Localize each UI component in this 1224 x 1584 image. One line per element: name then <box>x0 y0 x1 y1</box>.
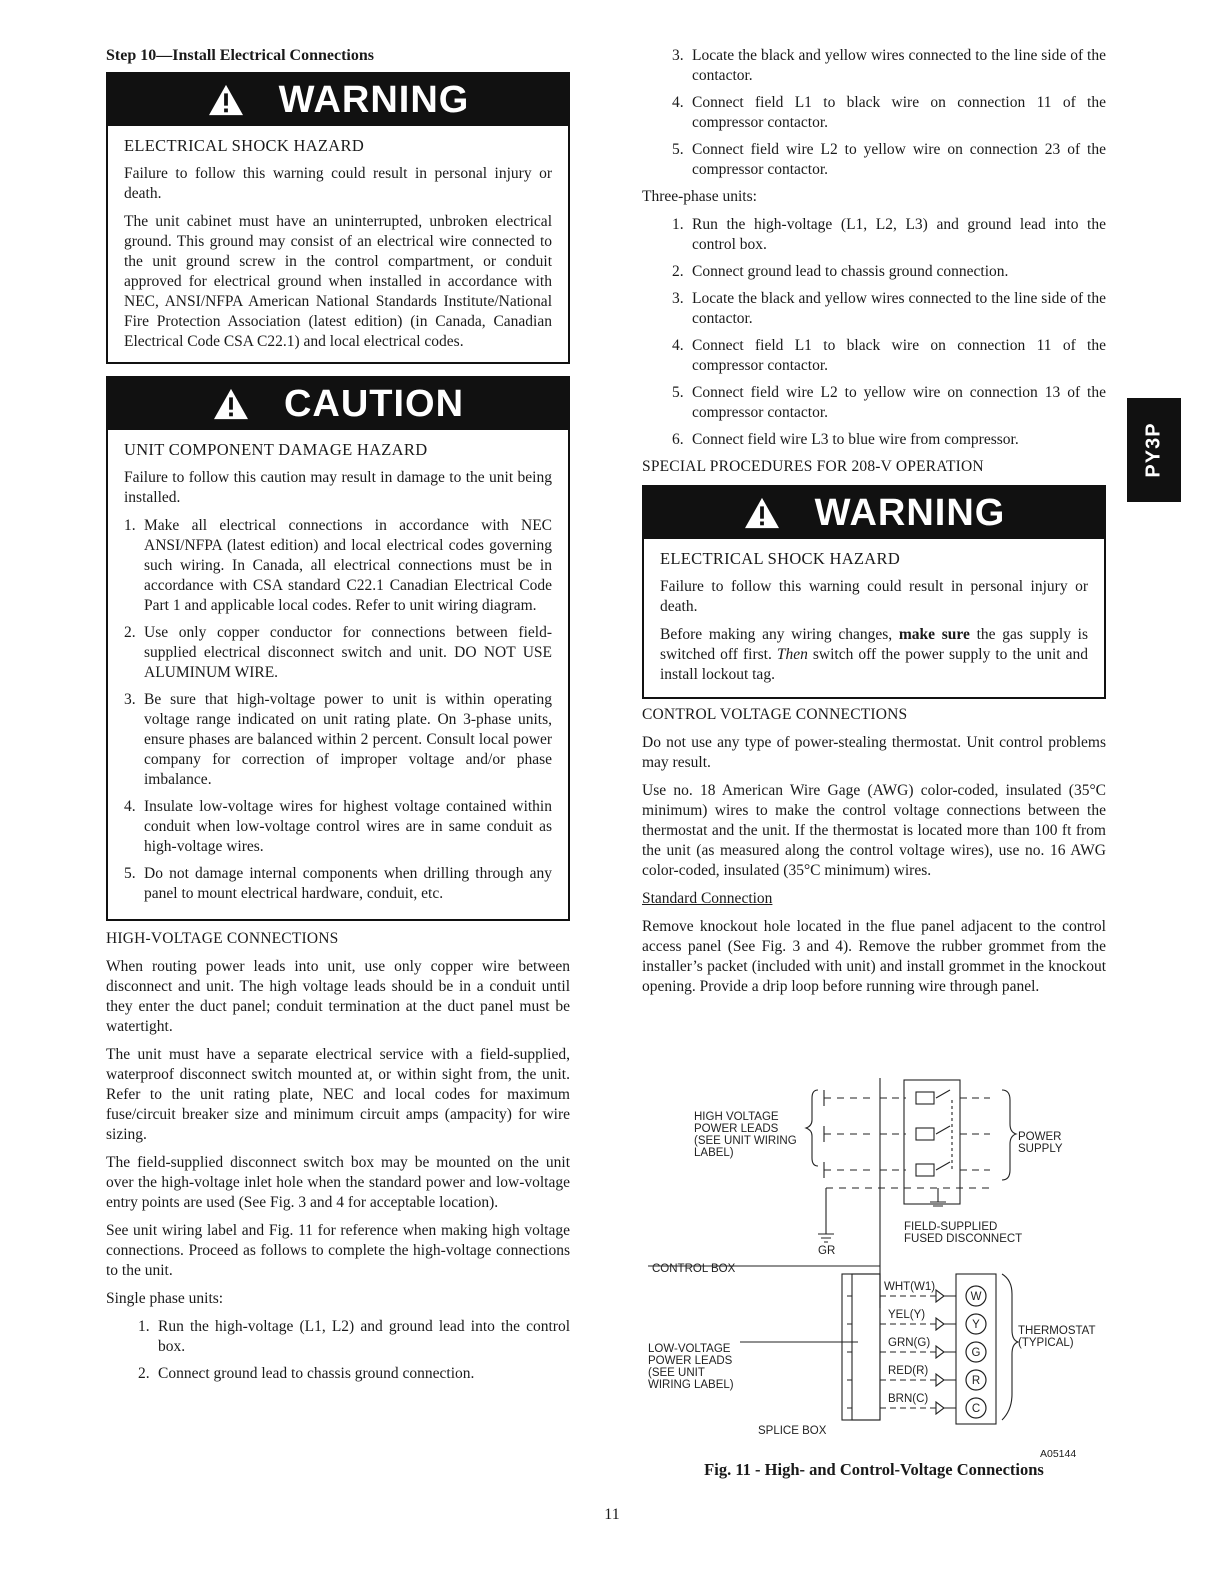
thermostat-label: THERMOSTAT <box>1018 1325 1096 1337</box>
figure-caption: Fig. 11 - High- and Control-Voltage Connections <box>704 1460 1044 1479</box>
list-item: 6. Connect field wire L3 to blue wire from compressor. <box>672 431 1019 448</box>
warning-triangle-icon <box>212 387 250 421</box>
disconnect-label: FIELD-SUPPLIED <box>904 1221 998 1233</box>
list-item: 2. Connect ground lead to chassis ground connection. <box>138 1365 475 1382</box>
list-item: 4. Insulate low-voltage wires for highest voltage contained within conduit when low-voltage control wires are in same conduit as high-voltage wires. <box>124 798 552 855</box>
figure-code: A05144 <box>1040 1448 1077 1460</box>
step-heading: Step 10—Install Electrical Connections <box>106 47 374 64</box>
paragraph: Remove knockout hole located in the flue panel adjacent to the control access panel (See Fig. 3 and 4). Remove the rubber grommet from the installer’s packet (included with unit) and install grommet in the knockout opening. Provide a drip loop before running wire through panel. <box>642 918 1106 995</box>
warning-label: WARNING <box>814 492 1006 534</box>
warning-text: Failure to follow this warning could result in personal injury or death. <box>660 578 1088 615</box>
hazard-title: ELECTRICAL SHOCK HAZARD <box>660 549 901 568</box>
warning-text: Before making any wiring changes, make sure the gas supply is switched off first. Then switch off the power supply to the unit and install lockout tag. <box>660 626 1089 683</box>
wiring-diagram <box>642 1078 1112 1460</box>
standard-connection-heading: Standard Connection <box>642 890 773 907</box>
list-item: 4. Connect field L1 to black wire on connection 11 of the compressor contactor. <box>672 94 1106 131</box>
paragraph: The field-supplied disconnect switch box may be mounted on the unit over the high-voltage inlet hole when the standard power and low-voltage entry points are used (See Fig. 3 and 4 for acceptable location). <box>106 1154 570 1211</box>
ground-label: GR <box>818 1245 836 1257</box>
power-supply-label: SUPPLY <box>1018 1143 1063 1155</box>
single-phase-list <box>106 1317 570 1384</box>
paragraph: The unit must have a separate electrical service with a field-supplied, waterproof disconnect switch mounted at, or within sight from, the unit. Refer to the unit rating plate, NEC and local codes for maximum fuse/circuit breaker size and minimum circuit amps (ampacity) for wire sizing. <box>106 1046 570 1143</box>
list-item: 5. Connect field wire L2 to yellow wire on connection 23 of the compressor contactor. <box>672 141 1106 178</box>
terminal-label: C <box>971 1403 981 1415</box>
lv-label-line: WIRING LABEL) <box>648 1379 734 1391</box>
list-item: 1. Make all electrical connections in accordance with NEC ANSI/NFPA (latest edition) and local electrical codes governing such wiring. In Canada, all electrical connections must be in accordance with CSA standard C22.1 Canadian Electrical Code Part 1 and applicable local codes. Refer to unit wiring diagram. <box>124 517 552 614</box>
hazard-title: UNIT COMPONENT DAMAGE HAZARD <box>124 440 428 459</box>
list-item: 4. Connect field L1 to black wire on connection 11 of the compressor contactor. <box>672 337 1106 374</box>
wire-label: BRN(C) <box>888 1393 929 1405</box>
warning-triangle-icon <box>207 83 245 117</box>
wire-label: RED(R) <box>888 1365 929 1377</box>
paragraph: When routing power leads into unit, use only copper wire between disconnect and unit. The high voltage leads should be in a conduit until they enter the duct panel; conduit termination at the duct panel must be watertight. <box>106 958 570 1035</box>
single-phase-list-continued <box>642 46 1106 180</box>
hv-label-line: HIGH VOLTAGE <box>694 1111 779 1123</box>
wire-label: GRN(G) <box>888 1337 931 1349</box>
left-column <box>106 46 570 1391</box>
warning-body <box>644 539 1104 697</box>
section-title-control-voltage: CONTROL VOLTAGE CONNECTIONS <box>642 706 908 723</box>
list-item: 2. Connect ground lead to chassis ground connection. <box>672 263 1009 280</box>
terminal-label: Y <box>972 1319 980 1331</box>
section-title-high-voltage: HIGH-VOLTAGE CONNECTIONS <box>106 930 339 947</box>
splice-box-label: SPLICE BOX <box>758 1425 827 1437</box>
caution-list <box>124 516 552 904</box>
list-item: 3. Locate the black and yellow wires connected to the line side of the contactor. <box>672 290 1106 327</box>
wire-label: YEL(Y) <box>888 1309 926 1321</box>
paragraph: See unit wiring label and Fig. 11 for reference when making high voltage connections. Proceed as follows to complete the high-voltage connections to the unit. <box>106 1222 570 1279</box>
list-item: 3. Locate the black and yellow wires connected to the line side of the contactor. <box>672 47 1106 84</box>
page-number: 11 <box>604 1506 620 1523</box>
terminal-label: W <box>970 1291 982 1303</box>
section-title-208v: SPECIAL PROCEDURES FOR 208-V OPERATION <box>642 458 984 475</box>
disconnect-label: FUSED DISCONNECT <box>904 1233 1023 1245</box>
paragraph: Use no. 18 American Wire Gage (AWG) color-coded, insulated (35°C minimum) wires to make the control voltage connections between the thermostat and the unit. If the thermostat is located more than 100 ft from the unit (as measured along the control voltage wires), use no. 16 AWG color-coded, insulated (35°C minimum) wires. <box>642 782 1106 879</box>
warning-header <box>108 74 568 126</box>
caution-body <box>108 430 568 919</box>
list-item: 5. Connect field wire L2 to yellow wire on connection 13 of the compressor contactor. <box>672 384 1106 421</box>
hv-label-line: POWER LEADS <box>694 1123 779 1135</box>
warning-header <box>644 487 1104 539</box>
lv-label-line: (SEE UNIT <box>648 1367 705 1379</box>
warning-box-electrical-shock-2 <box>642 485 1106 699</box>
lv-label-line: LOW-VOLTAGE <box>648 1343 731 1355</box>
hv-label-line: LABEL) <box>694 1147 734 1159</box>
single-phase-label: Single phase units: <box>106 1290 224 1307</box>
list-item: 1. Run the high-voltage (L1, L2) and ground lead into the control box. <box>138 1318 570 1355</box>
hv-label-line: (SEE UNIT WIRING <box>694 1135 797 1147</box>
warning-triangle-icon <box>743 496 781 530</box>
terminal-label: G <box>971 1347 981 1359</box>
lv-label-line: POWER LEADS <box>648 1355 733 1367</box>
terminal-label: R <box>971 1375 981 1387</box>
side-tab <box>1127 398 1181 502</box>
warning-text: Failure to follow this warning could result in personal injury or death. <box>124 165 552 202</box>
warning-body <box>108 126 568 362</box>
list-item: 1. Run the high-voltage (L1, L2, L3) and ground lead into the control box. <box>672 216 1106 253</box>
right-column <box>642 46 1106 1005</box>
warning-text: The unit cabinet must have an uninterrupted, unbroken electrical ground. This ground may consist of an electrical wire connected to the unit ground screw in the control compartment, or conduit approved for electrical ground when installed in accordance with NEC, ANSI/NFPA American National Standards Institute/National Fire Protection Association (latest edition) (in Canada, Canadian Electrical Code CSA C22.1) and local electrical codes. <box>124 213 552 350</box>
wire-label: WHT(W1) <box>884 1281 936 1293</box>
caution-text: Failure to follow this caution may result in damage to the unit being installed. <box>124 469 552 506</box>
warning-label: WARNING <box>278 79 470 121</box>
three-phase-list <box>642 215 1106 450</box>
three-phase-label: Three-phase units: <box>642 188 757 205</box>
caution-header <box>108 378 568 430</box>
control-box-label: CONTROL BOX <box>652 1263 736 1275</box>
caution-label: CAUTION <box>283 383 465 425</box>
power-supply-label: POWER <box>1018 1131 1062 1143</box>
side-tab-label: PY3P <box>1143 422 1165 478</box>
list-item: 3. Be sure that high-voltage power to unit is within operating voltage range indicated on unit rating plate. On 3-phase units, ensure phases are balanced within 2 percent. Consult local power company for correction of improper voltage and/or phase imbalance. <box>124 691 552 788</box>
paragraph: Do not use any type of power-stealing thermostat. Unit control problems may result. <box>642 734 1106 771</box>
list-item: 2. Use only copper conductor for connections between field-supplied electrical disconnect switch and unit. DO NOT USE ALUMINUM WIRE. <box>124 624 552 681</box>
wiring-diagram-figure <box>642 1078 1112 1460</box>
thermostat-label: (TYPICAL) <box>1018 1337 1074 1349</box>
caution-box-component-damage <box>106 376 570 921</box>
warning-box-electrical-shock <box>106 72 570 364</box>
list-item: 5. Do not damage internal components when drilling through any panel to mount electrical hardware, conduit, etc. <box>124 865 552 902</box>
hazard-title: ELECTRICAL SHOCK HAZARD <box>124 136 365 155</box>
